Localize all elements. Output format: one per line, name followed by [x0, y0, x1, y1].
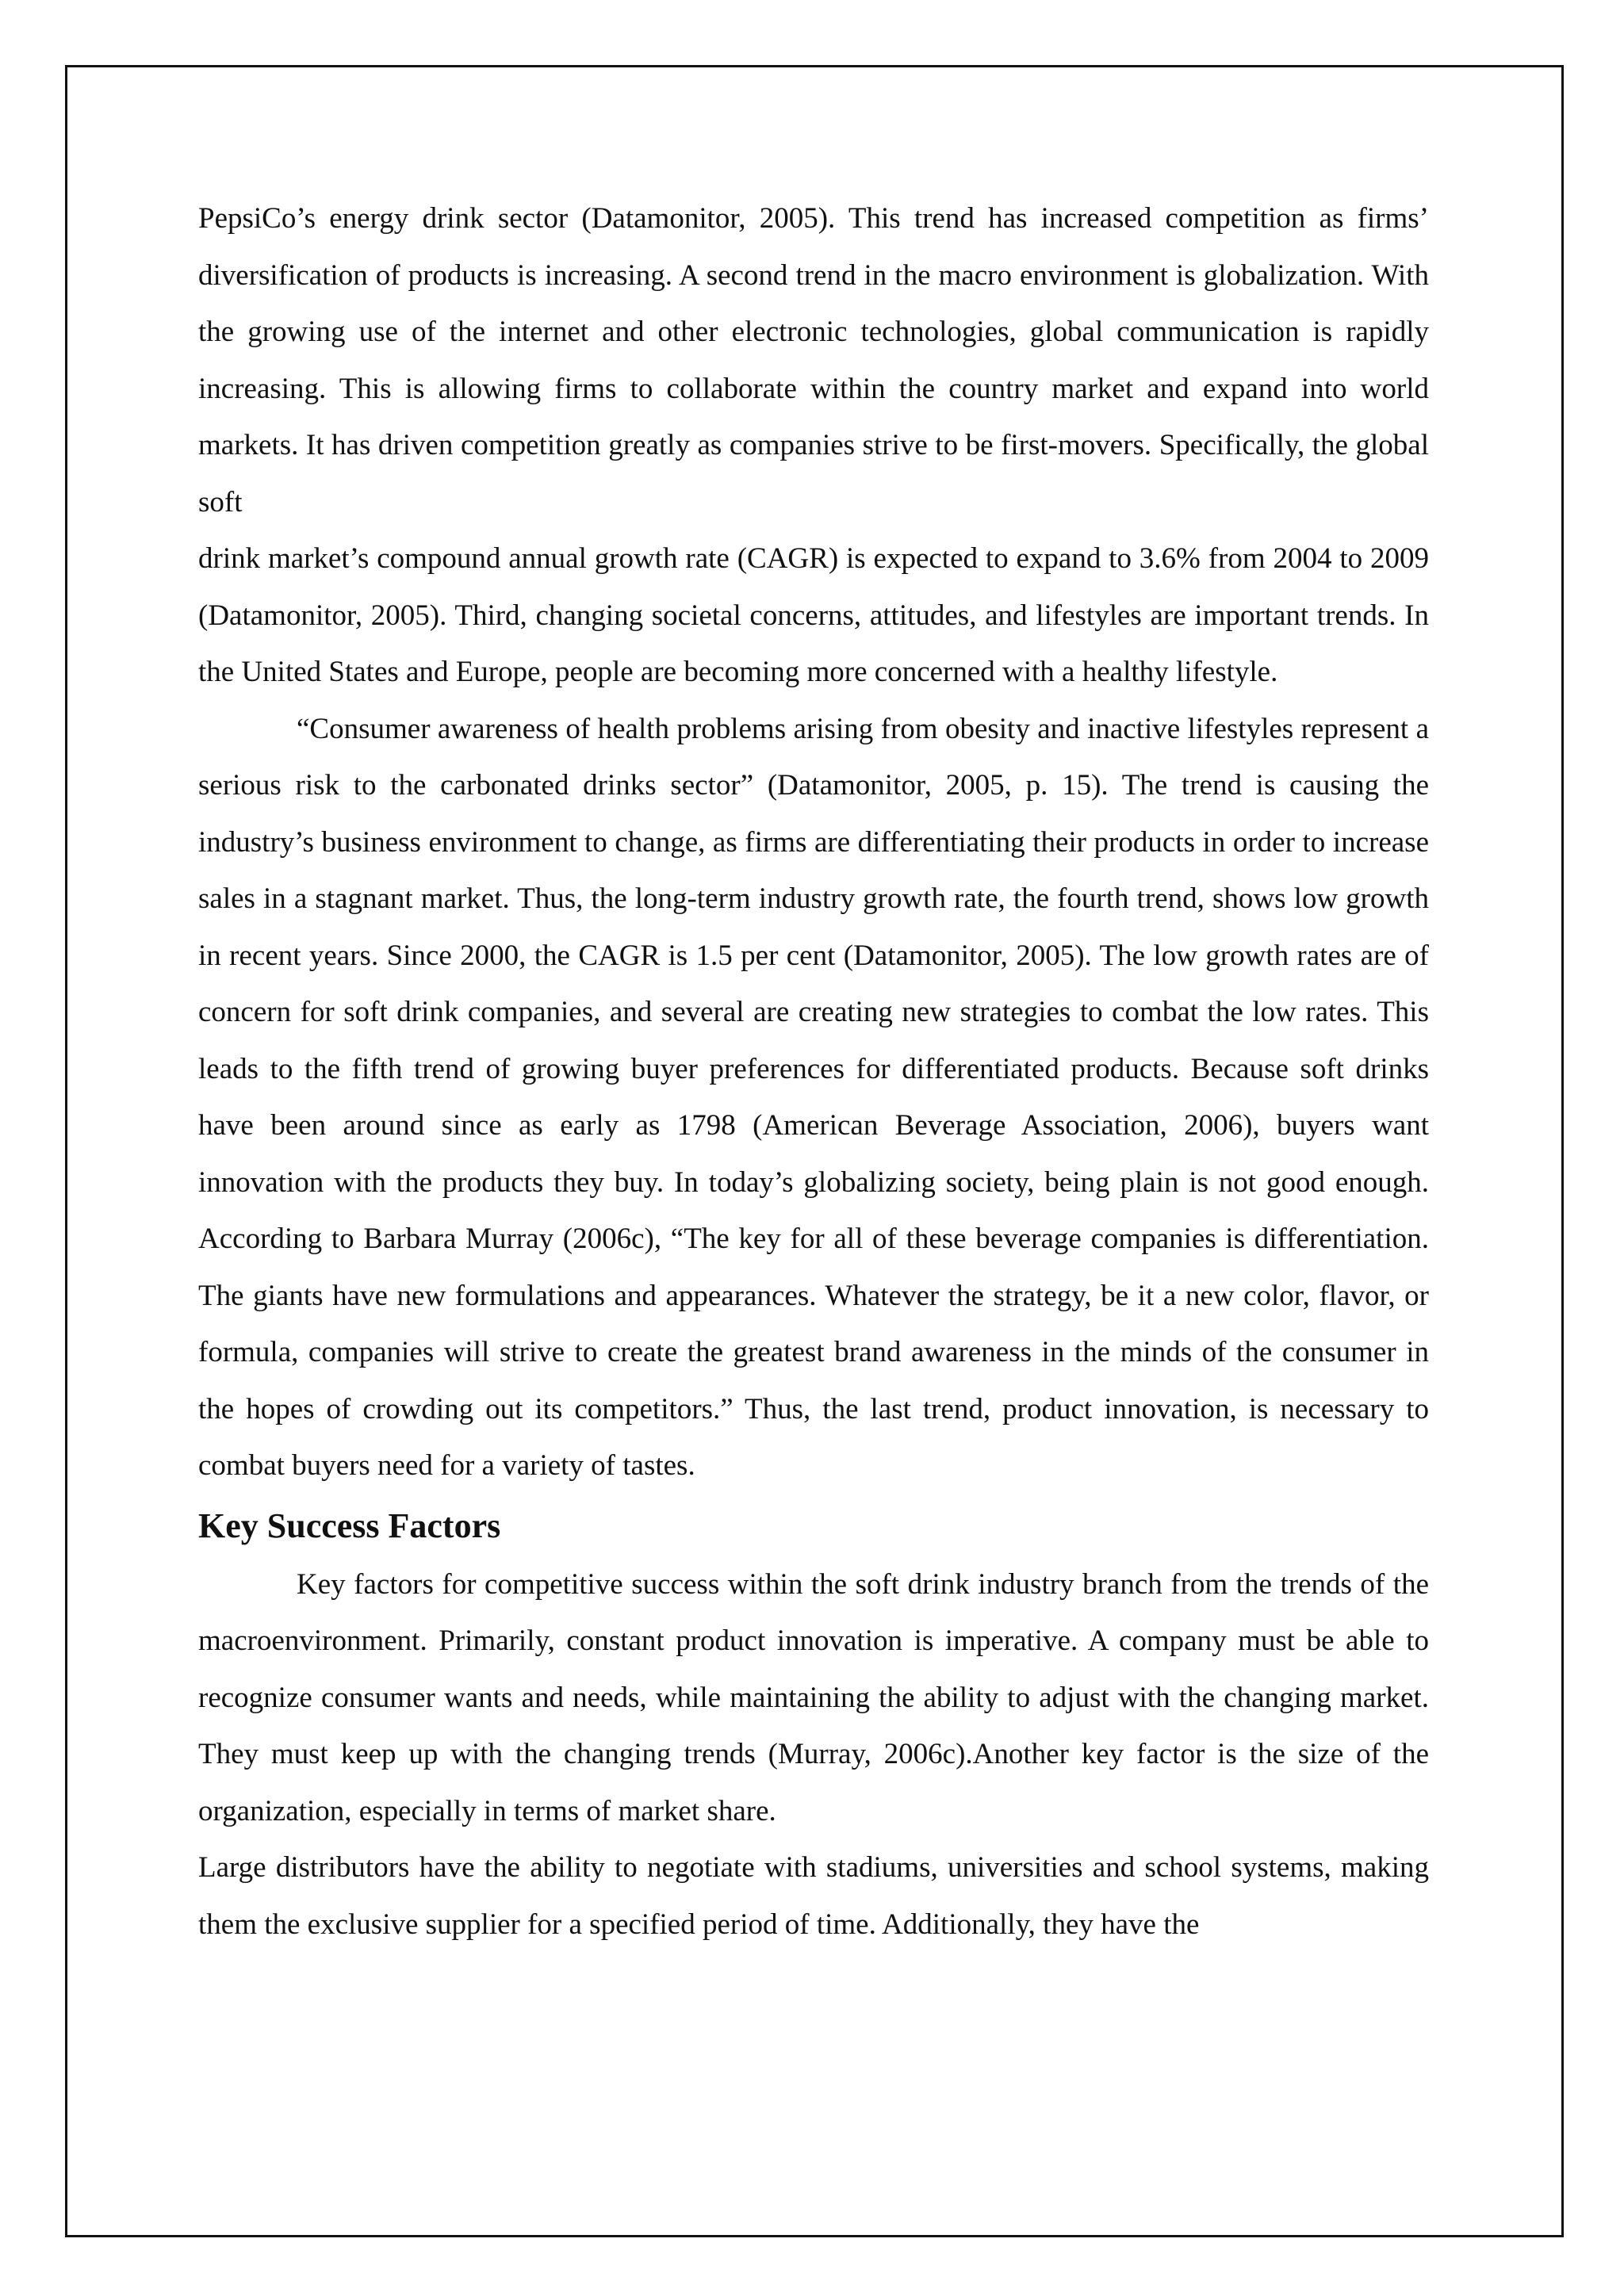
- paragraph-4: Key factors for competitive success within the soft drink industry branch from the trends of the macroenvironment. Primarily, constant product innovation is imperative. A company must be able to recognize consumer wants and needs, while maintaining the ability to adjust with the changing market. They must keep up with the changing trends (Murray, 2006c).Another key factor is the size of the organization, especially in terms of market share.: [198, 1567, 1429, 1827]
- section-heading: Key Success Factors: [198, 1506, 501, 1545]
- paragraph-5: Large distributors have the ability to negotiate with stadiums, universities and school systems, making them the exclusive supplier for a specified period of time. Additionally, they have the: [198, 1851, 1429, 1941]
- paragraph-2: drink market’s compound annual growth rate (CAGR) is expected to expand to 3.6% from 2004 to 2009 (Datamonitor, 2005). Third, changing societal concerns, attitudes, and lifestyles are important trends. In the United States and Europe, people are becoming more concerned with a healthy lifestyle.: [198, 542, 1429, 688]
- document-body: [198, 190, 1429, 1953]
- paragraph-3: “Consumer awareness of health problems arising from obesity and inactive lifestyles represent a serious risk to the carbonated drinks sector” (Datamonitor, 2005, p. 15). The trend is causing the industry’s business environment to change, as firms are differentiating their products in order to increase sales in a stagnant market. Thus, the long-term industry growth rate, the fourth trend, shows low growth in recent years. Since 2000, the CAGR is 1.5 per cent (Datamonitor, 2005). The low growth rates are of concern for soft drink companies, and several are creating new strategies to combat the low rates. This leads to the fifth trend of growing buyer preferences for differentiated products. Because soft drinks have been around since as early as 1798 (American Beverage Association, 2006), buyers want innovation with the products they buy. In today’s globalizing society, being plain is not good enough. According to Barbara Murray (2006c), “The key for all of these beverage companies is differentiation. The giants have new formulations and appearances. Whatever the strategy, be it a new color, flavor, or formula, companies will strive to create the greatest brand awareness in the minds of the consumer in the hopes of crowding out its competitors.” Thus, the last trend, product innovation, is necessary to combat buyers need for a variety of tastes.: [198, 712, 1429, 1482]
- paragraph-1: PepsiCo’s energy drink sector (Datamonitor, 2005). This trend has increased competition as firms’ diversification of products is increasing. A second trend in the macro environment is globalization. With the growing use of the internet and other electronic technologies, global communication is rapidly increasing. This is allowing firms to collaborate within the country market and expand into world markets. It has driven competition greatly as companies strive to be first-movers. Specifically, the global soft: [198, 202, 1429, 519]
